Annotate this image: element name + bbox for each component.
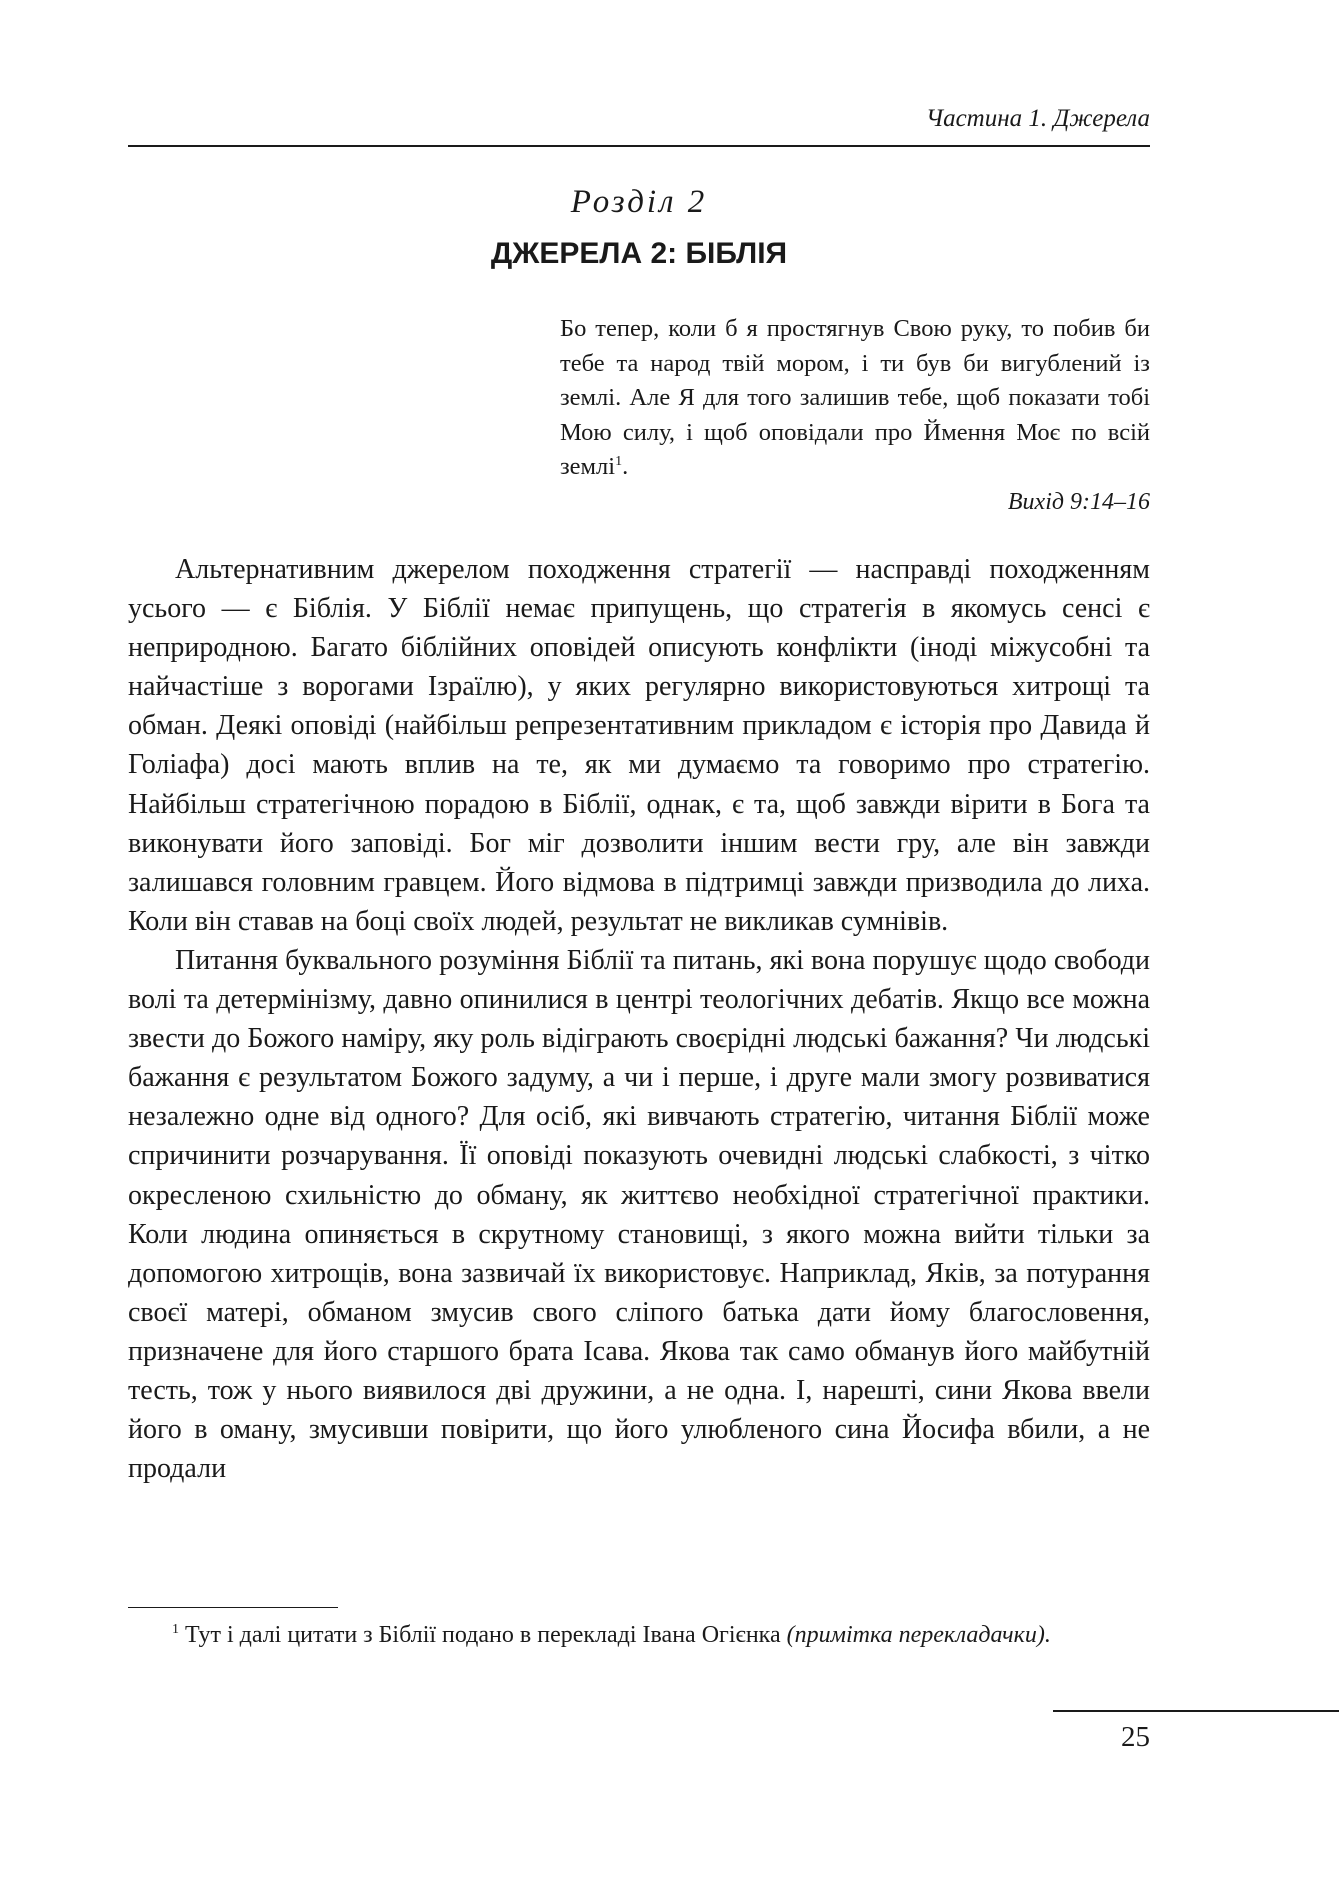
epigraph-source: Вихід 9:14–16 [1007, 488, 1150, 515]
footnote-rule [128, 1607, 338, 1608]
body-text [128, 550, 1150, 1488]
footer-rule [1053, 1710, 1339, 1712]
epigraph [560, 312, 1150, 519]
footnote-translator-note: (примітка перекладачки). [786, 1622, 1051, 1648]
epigraph-end-punct: . [622, 453, 629, 480]
paragraph: Альтернативним джерелом походження стратегії — насправді походженням усього — є Біблія. У Біблії немає припущень, що стратегія в якомусь сенсі є неприродною. Багато біблійних оповідей описують конфлікти (іноді міжусобні та найчастіше з ворогами Ізраїлю), у яких регулярно використовуються хитрощі та обман. Деякі оповіді (найбільш репрезентативним прикладом є історія про Давида й Голіафа) досі мають вплив на те, як ми думаємо та говоримо про стратегію. Найбільш стратегічною порадою в Біблії, однак, є та, щоб завжди вірити в Бога та виконувати його заповіді. Бог міг дозволити іншим вести гру, але він завжди залишався головним гравцем. Його відмова в підтримці завжди призводила до лиха. Коли він ставав на боці своїх людей, результат не викликав сумнівів. [128, 554, 1150, 937]
chapter-title: ДЖЕРЕЛА 2: БІБЛІЯ [490, 237, 788, 270]
footnote [128, 1619, 1150, 1652]
header-rule [128, 145, 1150, 147]
chapter-label: Розділ 2 [570, 184, 708, 220]
footnote-text: Тут і далі цитати з Біблії подано в перекладі Івана Огієнка [185, 1622, 787, 1648]
page-number: 25 [1121, 1721, 1150, 1753]
running-header: Частина 1. Джерела [925, 105, 1150, 132]
paragraph: Питання буквального розуміння Біблії та питань, які вона порушує щодо свободи волі та детермінізму, давно опинилися в центрі теологічних дебатів. Якщо все можна звести до Божого наміру, яку роль відіграють своєрідні людські бажання? Чи людські бажання є результатом Божого задуму, а чи і перше, і друге мали змогу розвиватися незалежно одне від одного? Для осіб, які вивчають стратегію, читання Біблії може спричинити розчарування. Її оповіді показують очевидні людські слабкості, з чітко окресленою схильністю до обману, як життєво необхідної стратегічної практики. Коли людина опиняється в скрутному становищі, з якого можна вийти тільки за допомогою хитрощів, вона зазвичай їх використовує. Наприклад, Яків, за потурання своєї матері, обманом змусив свого сліпого батька дати йому благословення, призначене для його старшого брата Ісава. Якова так само обманув його майбутній тесть, тож у нього виявилося дві дружини, а не одна. І, нарешті, сини Якова ввели його в оману, змусивши повірити, що його улюбленого сина Йосифа вбили, а не продали [128, 944, 1150, 1485]
epigraph-quote [560, 312, 1150, 485]
footnote-reference[interactable]: 1 [615, 453, 623, 469]
footnote-marker: 1 [172, 1622, 179, 1637]
epigraph-text: Бо тепер, коли б я простягнув Свою руку, то побив би тебе та народ твій мором, і ти був би вигублений із землі. Але Я для того залишив тебе, щоб показати тобі Мою силу, і щоб оповідали про Ймення Моє по всій землі [560, 315, 1150, 480]
